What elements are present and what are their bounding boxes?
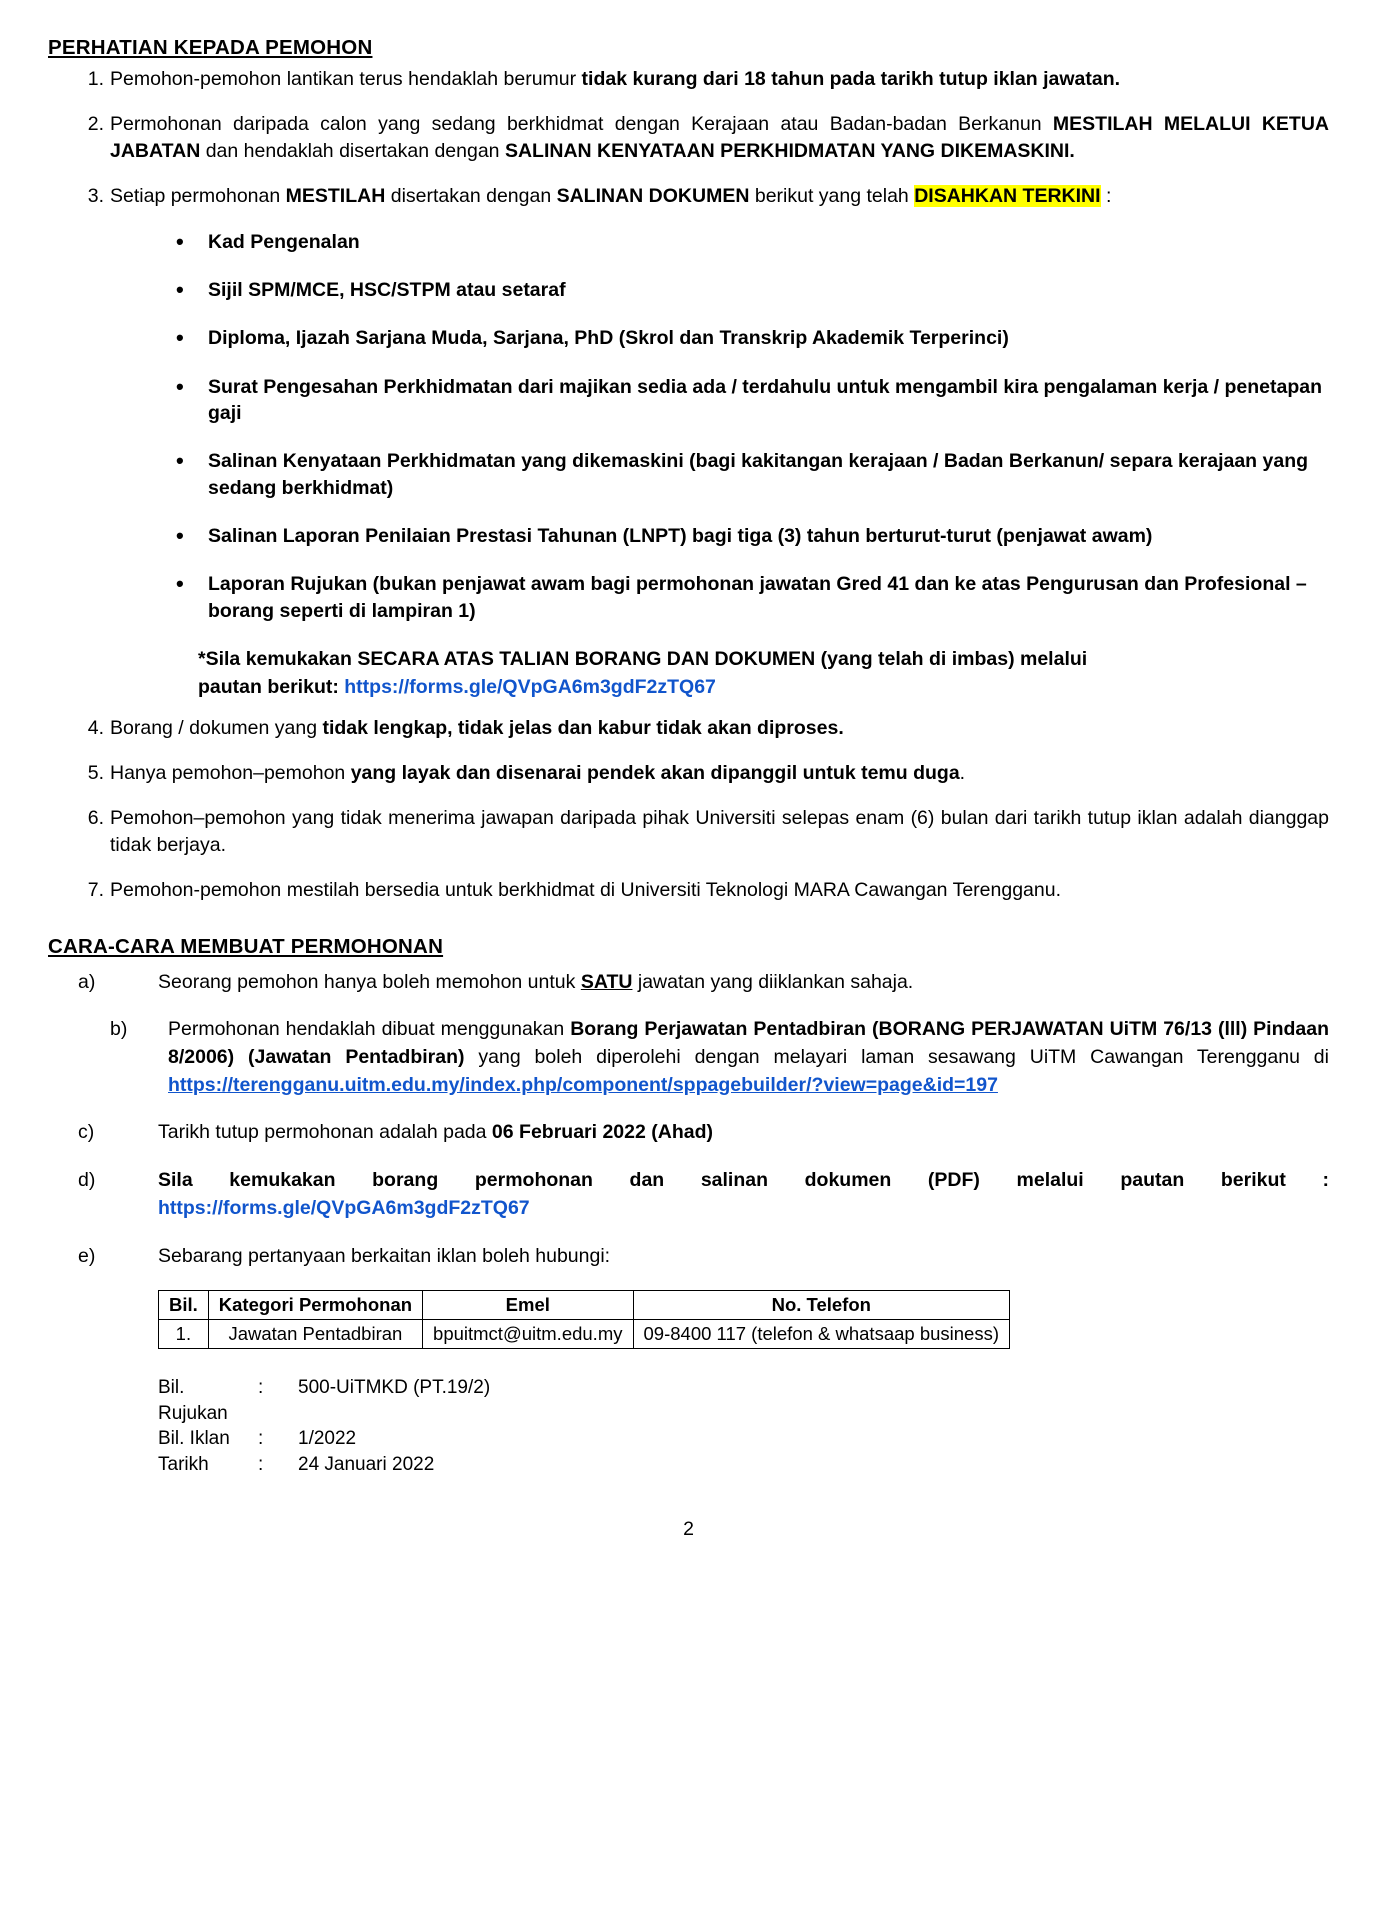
required-document-item [48, 277, 1329, 303]
reference-value: 1/2022 [298, 1428, 357, 1450]
note-text: Setiap permohonan MESTILAH disertakan dengan SALINAN DOKUMEN berikut yang telah DISAHKAN TERKINI : [110, 185, 1112, 208]
reference-colon: : [258, 1377, 264, 1399]
submission-note-text: *Sila kemukakan SECARA ATAS TALIAN BORANG DAN DOKUMEN (yang telah di imbas) melalui pautan berikut: [198, 647, 1088, 698]
required-document-item [48, 523, 1329, 549]
how-to-apply-list [48, 969, 1329, 1271]
table-cell: Jawatan Pentadbiran [208, 1320, 422, 1349]
bullet-icon: • [176, 448, 184, 474]
note-number: 1. [87, 68, 104, 90]
required-document-label: Surat Pengesahan Perkhidmatan dari majikan sedia ada / terdahulu untuk mengambil kira pengalaman kerja / penetapan gaji [208, 375, 1323, 424]
google-form-link[interactable]: https://forms.gle/QVpGA6m3gdF2zTQ67 [344, 675, 716, 698]
table-header-row [159, 1291, 1010, 1320]
required-document-label: Kad Pengenalan [208, 230, 360, 253]
note-text: Pemohon-pemohon lantikan terus hendaklah berumur tidak kurang dari 18 tahun pada tarikh tutup iklan jawatan. [110, 68, 1121, 90]
how-to-apply-text: Sebarang pertanyaan berkaitan iklan boleh hubungi: [158, 1244, 611, 1267]
list-marker: d) [78, 1169, 96, 1192]
how-to-apply-item [48, 1167, 1329, 1222]
reference-block [158, 1375, 1329, 1478]
note-item [48, 183, 1329, 211]
how-to-apply-item [48, 1016, 1329, 1099]
note-number: 5. [87, 761, 104, 784]
reference-row [158, 1375, 1329, 1426]
note-text: Hanya pemohon–pemohon yang layak dan disenarai pendek akan dipanggil untuk temu duga. [110, 761, 966, 784]
note-number: 6. [87, 806, 104, 829]
required-document-item [48, 325, 1329, 351]
note-number: 7. [87, 879, 104, 901]
reference-label: Tarikh [158, 1454, 209, 1476]
section-heading-cara-cara: CARA-CARA MEMBUAT PERMOHONAN [48, 934, 444, 958]
table-row [159, 1320, 1010, 1349]
reference-label: Bil. Iklan [158, 1428, 230, 1450]
how-to-apply-item [48, 1119, 1329, 1147]
note-item [48, 877, 1329, 905]
required-documents-list [48, 229, 1329, 624]
reference-label: Bil. Rujukan [158, 1377, 228, 1424]
table-cell: 1. [159, 1320, 209, 1349]
note-text: Pemohon–pemohon yang tidak menerima jawapan daripada pihak Universiti selepas enam (6) bulan dari tarikh tutup iklan adalah dianggap tidak berjaya. [110, 806, 1329, 857]
table-cell: bpuitmct@uitm.edu.my [423, 1320, 633, 1349]
note-text: Pemohon-pemohon mestilah bersedia untuk berkhidmat di Universiti Teknologi MARA Cawangan Terengganu. [110, 879, 1061, 901]
table-cell: 09-8400 117 (telefon & whatsaap business) [633, 1320, 1010, 1349]
reference-colon: : [258, 1454, 264, 1476]
note-number: 4. [87, 717, 104, 740]
list-marker: c) [78, 1121, 95, 1144]
table-column-header: Bil. [159, 1291, 209, 1320]
required-document-item [48, 571, 1329, 624]
required-document-label: Sijil SPM/MCE, HSC/STPM atau setaraf [208, 279, 566, 302]
required-document-item [48, 374, 1329, 427]
required-document-label: Diploma, Ijazah Sarjana Muda, Sarjana, PhD (Skrol dan Transkrip Akademik Terperinci) [208, 327, 1009, 350]
table-column-header: No. Telefon [633, 1291, 1010, 1320]
note-item [48, 715, 1329, 743]
list-marker: a) [78, 970, 96, 993]
notes-list [48, 66, 1329, 211]
required-document-label: Salinan Laporan Penilaian Prestasi Tahunan (LNPT) bagi tiga (3) tahun berturut-turut (penjawat awam) [208, 524, 1153, 547]
reference-value: 24 Januari 2022 [298, 1454, 435, 1476]
how-to-apply-text: Sila kemukakan borang permohonan dan salinan dokumen (PDF) melalui pautan berikut : https://forms.gle/QVpGA6m3gdF2zTQ67 [158, 1169, 1329, 1219]
how-to-apply-text: Tarikh tutup permohonan adalah pada 06 Februari 2022 (Ahad) [158, 1121, 714, 1144]
how-to-apply-text: Seorang pemohon hanya boleh memohon untuk SATU jawatan yang diiklankan sahaja. [158, 970, 914, 993]
required-document-item [48, 229, 1329, 255]
list-marker: b) [110, 1018, 128, 1041]
bullet-icon: • [176, 571, 184, 597]
note-item [48, 66, 1329, 94]
note-item [48, 760, 1329, 788]
bullet-icon: • [176, 325, 184, 351]
table-column-header: Kategori Permohonan [208, 1291, 422, 1320]
reference-value: 500-UiTMKD (PT.19/2) [298, 1377, 491, 1399]
bullet-icon: • [176, 228, 184, 254]
required-document-item [48, 448, 1329, 501]
contact-table [158, 1290, 1010, 1349]
note-number: 3. [87, 185, 104, 208]
reference-row [158, 1426, 1329, 1452]
notes-list-continued [48, 715, 1329, 904]
note-item [48, 805, 1329, 860]
list-marker: e) [78, 1244, 96, 1267]
note-text: Borang / dokumen yang tidak lengkap, tidak jelas dan kabur tidak akan diproses. [110, 717, 844, 740]
bullet-icon: • [176, 373, 184, 399]
required-document-label: Laporan Rujukan (bukan penjawat awam bagi permohonan jawatan Gred 41 dan ke atas Pengurusan dan Profesional – borang seperti di lampiran 1) [208, 573, 1307, 622]
note-number: 2. [87, 112, 104, 135]
table-column-header: Emel [423, 1291, 633, 1320]
section-heading-perhatian: PERHATIAN KEPADA PEMOHON [48, 36, 373, 59]
note-item [48, 111, 1329, 166]
how-to-apply-text: Permohonan hendaklah dibuat menggunakan Borang Perjawatan Pentadbiran (BORANG PERJAWATAN UiTM 76/13 (lll) Pindaan 8/2006) (Jawatan Pentadbiran) yang boleh diperolehi dengan melayari laman sesawang UiTM Cawangan Terengganu di https://terengganu.uitm.edu.my/index.php/component/sppagebuilder/?view=page&id=197 [168, 1018, 1330, 1096]
bullet-icon: • [176, 277, 184, 303]
how-to-apply-item [48, 969, 1329, 997]
note-text: Permohonan daripada calon yang sedang berkhidmat dengan Kerajaan atau Badan-badan Berkanun MESTILAH MELALUI KETUA JABATAN dan hendaklah disertakan dengan SALINAN KENYATAAN PERKHIDMATAN YANG DIKEMASKINI. [110, 112, 1329, 163]
submission-note [198, 646, 1128, 701]
reference-colon: : [258, 1428, 264, 1450]
reference-row [158, 1452, 1329, 1478]
how-to-apply-item [48, 1243, 1329, 1271]
page-number: 2 [683, 1517, 694, 1540]
bullet-icon: • [176, 522, 184, 548]
required-document-label: Salinan Kenyataan Perkhidmatan yang dikemaskini (bagi kakitangan kerajaan / Badan Berkanun/ separa kerajaan yang sedang berkhidmat) [208, 450, 1309, 499]
